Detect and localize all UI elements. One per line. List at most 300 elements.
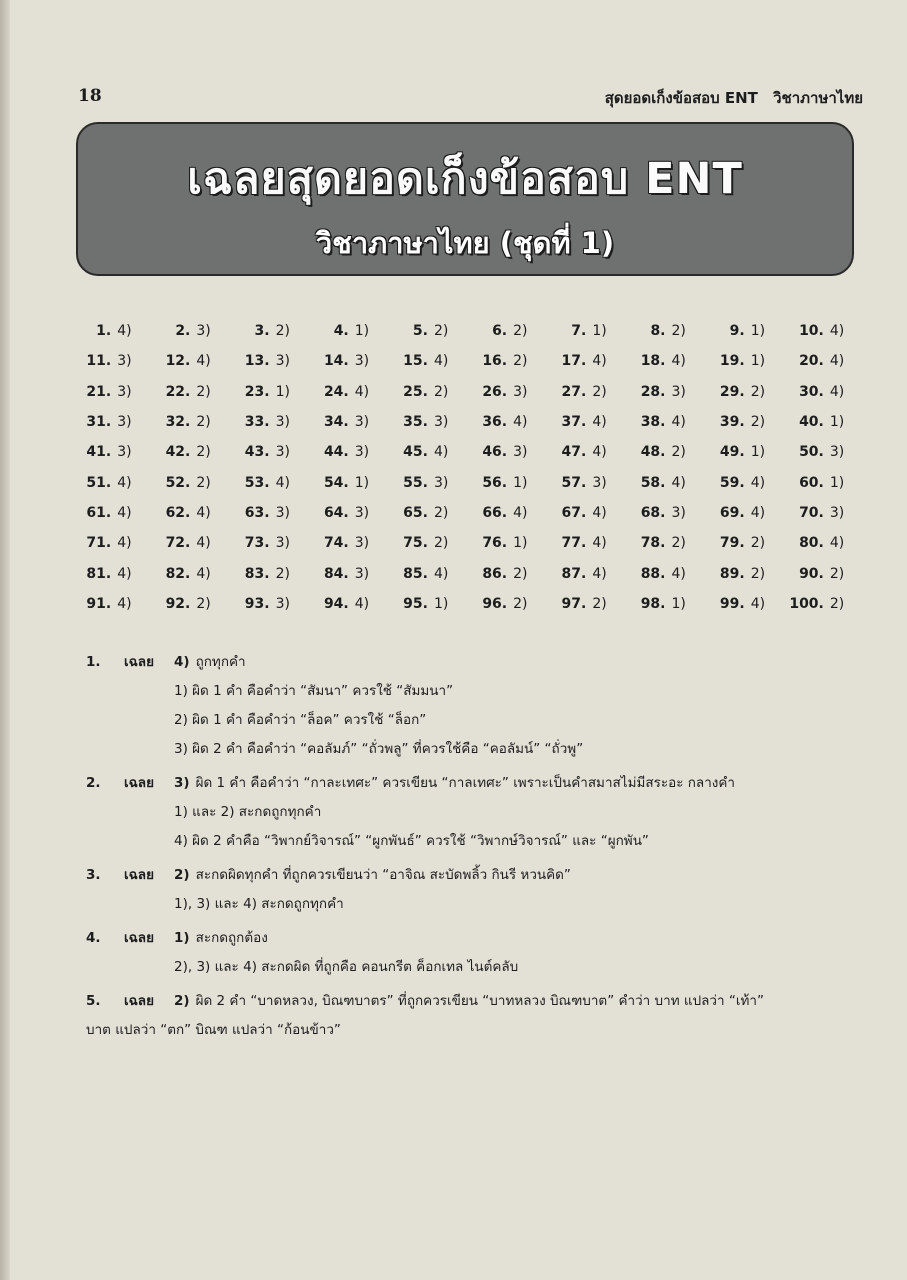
answer-cell — [704, 444, 783, 460]
answer-choice: 3) — [275, 414, 290, 431]
explanation-head — [86, 924, 856, 953]
book-title: สุดยอดเก็งข้อสอบ ENT — [604, 89, 758, 107]
explanation-entry — [86, 648, 856, 764]
answer-choice: 3) — [275, 504, 290, 521]
answer-cell — [228, 596, 307, 612]
answer-cell — [783, 535, 862, 551]
answer-cell — [545, 596, 624, 612]
answer-choice: 2) — [513, 595, 528, 612]
question-number: 40. — [799, 414, 824, 431]
answer-cell — [149, 505, 228, 521]
answer-choice: 4) — [671, 414, 686, 431]
explanation-entry — [86, 924, 856, 982]
answer-cell — [466, 596, 545, 612]
question-number: 86. — [482, 565, 508, 582]
page-number: 18 — [78, 86, 102, 106]
answer-choice: 4) — [117, 535, 132, 552]
answer-choice: 1) — [513, 474, 528, 491]
answer-choice: 2) — [433, 504, 449, 521]
answer-choice: 2) — [829, 565, 845, 582]
question-number: 94. — [323, 595, 349, 612]
question-number: 49. — [719, 444, 745, 461]
question-number: 7. — [571, 323, 587, 340]
answer-choice: 4) — [196, 353, 211, 370]
answer-choice: 2) — [592, 595, 607, 612]
explanation-number: 1. — [86, 654, 101, 670]
answer-choice: 2) — [671, 535, 686, 552]
answer-cell — [466, 444, 545, 460]
answer-choice: 2) — [196, 414, 211, 431]
answer-cell — [70, 444, 149, 460]
question-number: 62. — [165, 504, 191, 521]
question-number: 34. — [323, 414, 349, 431]
answer-cell — [308, 414, 387, 430]
answer-cell — [70, 596, 149, 612]
answer-cell — [228, 535, 307, 551]
answer-choice: 4) — [592, 504, 607, 521]
answer-cell — [70, 353, 149, 369]
answer-cell — [704, 353, 783, 369]
answer-choice: 3) — [275, 444, 290, 461]
answer-choice: 3) — [513, 383, 528, 400]
answer-choice: 2) — [196, 474, 211, 491]
answer-cell — [545, 414, 624, 430]
question-number: 25. — [403, 383, 428, 400]
answer-cell — [387, 353, 466, 369]
answer-cell — [466, 535, 545, 551]
answer-choice: 4) — [354, 595, 370, 612]
answer-choice: 4) — [513, 504, 528, 521]
explanation-number: 4. — [86, 930, 101, 946]
question-number: 19. — [719, 353, 745, 370]
answer-choice: 3) — [671, 504, 686, 521]
answer-cell — [70, 505, 149, 521]
answer-choice: 2) — [750, 383, 766, 400]
answer-choice: 3) — [275, 535, 290, 552]
answer-choice: 3) — [354, 414, 370, 431]
question-number: 57. — [561, 474, 587, 491]
answer-choice: 1) — [829, 414, 845, 431]
explanation-subline: 1) ผิด 1 คำ คือคำว่า “สัมนา” ควรใช้ “สัมมนา” — [174, 683, 454, 699]
question-number: 14. — [323, 353, 349, 370]
question-number: 69. — [719, 504, 745, 521]
answer-choice: 4) — [513, 414, 528, 431]
answer-cell — [228, 323, 307, 339]
answer-cell — [783, 566, 862, 582]
answer-choice: 4) — [117, 474, 132, 491]
answer-cell — [387, 596, 466, 612]
answer-choice: 2) — [433, 323, 449, 340]
question-number: 3. — [254, 323, 270, 340]
answer-cell — [387, 566, 466, 582]
question-number: 52. — [165, 474, 191, 491]
question-number: 44. — [323, 444, 349, 461]
question-number: 99. — [719, 595, 745, 612]
question-number: 24. — [323, 383, 349, 400]
answer-cell — [783, 384, 862, 400]
title-sub: วิชาภาษาไทย (ชุดที่ 1) — [315, 226, 615, 260]
answer-cell — [308, 384, 387, 400]
answer-choice: 4) — [117, 323, 132, 340]
question-number: 27. — [561, 383, 587, 400]
answer-cell — [783, 596, 862, 612]
answer-cell — [149, 323, 228, 339]
answer-label: เฉลย — [124, 930, 154, 946]
question-number: 58. — [640, 474, 666, 491]
question-number: 36. — [482, 414, 508, 431]
answer-choice: 3) — [829, 504, 845, 521]
answer-cell — [466, 414, 545, 430]
question-number: 50. — [799, 444, 824, 461]
question-number: 13. — [244, 353, 270, 370]
answer-cell — [466, 353, 545, 369]
answer-cell — [624, 566, 703, 582]
explanation-subline: 3) ผิด 2 คำ คือคำว่า “คอลัมภ์” “ถั่วพลู” ที่ควรใช้คือ “คอลัมน์” “ถั่วพู” — [174, 741, 584, 757]
question-number: 95. — [403, 595, 428, 612]
question-number: 72. — [165, 535, 191, 552]
answer-cell — [149, 444, 228, 460]
question-number: 42. — [165, 444, 191, 461]
answer-choice: 3) — [829, 444, 845, 461]
question-number: 75. — [403, 535, 428, 552]
question-number: 47. — [561, 444, 587, 461]
answer-choice: 3) — [671, 383, 686, 400]
answer-cell — [704, 475, 783, 491]
explanation-entry — [86, 861, 856, 919]
explanation-text: ผิด 2 คำ “บาดหลวง, บิณฑบาตร” ที่ถูกควรเขียน “บาทหลวง บิณฑบาต” คำว่า บาท แปลว่า “เท้า” — [195, 993, 764, 1009]
answer-choice: 3) — [275, 353, 290, 370]
answer-cell — [624, 384, 703, 400]
explanation-head — [86, 648, 856, 677]
answer-choice: 4) — [592, 444, 607, 461]
answer-row — [70, 467, 862, 497]
answer-choice: 4) — [117, 565, 132, 582]
answer-cell — [149, 475, 228, 491]
question-number: 65. — [403, 504, 428, 521]
answer-cell — [228, 414, 307, 430]
question-number: 64. — [323, 504, 349, 521]
answer-row — [70, 437, 862, 467]
question-number: 100. — [789, 595, 824, 612]
answer-choice: 1) — [750, 323, 766, 340]
answer-choice: 4) — [117, 504, 132, 521]
answer-cell — [624, 535, 703, 551]
answer-choice: 3) — [354, 444, 370, 461]
answer-choice: 2) — [433, 535, 449, 552]
question-number: 38. — [640, 414, 666, 431]
answer-cell — [70, 566, 149, 582]
question-number: 4. — [333, 323, 349, 340]
question-number: 16. — [482, 353, 508, 370]
answer-choice: 2) — [196, 595, 211, 612]
explanation-subline: 2) ผิด 1 คำ คือคำว่า “ล็อค” ควรใช้ “ล็อก” — [174, 712, 427, 728]
answer-choice: 2) — [275, 323, 290, 340]
question-number: 17. — [561, 353, 587, 370]
question-number: 28. — [640, 383, 666, 400]
answer-choice: 2) — [513, 323, 528, 340]
explanation-entry — [86, 987, 856, 1045]
answer-choice: 1) — [592, 323, 607, 340]
explanation-number: 2. — [86, 775, 101, 791]
question-number: 88. — [640, 565, 666, 582]
answer-label: เฉลย — [124, 867, 154, 883]
question-number: 53. — [244, 474, 270, 491]
question-number: 43. — [244, 444, 270, 461]
answer-choice: 2) — [750, 565, 766, 582]
answer-choice: 4) — [592, 535, 607, 552]
answer-label: เฉลย — [124, 775, 154, 791]
answer-choice: 4) — [354, 383, 370, 400]
question-number: 8. — [650, 323, 666, 340]
question-number: 70. — [799, 504, 824, 521]
question-number: 32. — [165, 414, 191, 431]
question-number: 81. — [86, 565, 112, 582]
answer-choice: 1) — [829, 474, 845, 491]
answer-cell — [704, 596, 783, 612]
explanation-continuation: บาต แปลว่า “ตก” บิณฑ แปลว่า “ก้อนข้าว” — [86, 1022, 341, 1038]
question-number: 23. — [244, 383, 270, 400]
answer-cell — [466, 475, 545, 491]
answer-choice: 3) — [513, 444, 528, 461]
answer-row — [70, 589, 862, 619]
explanation-subline: 1), 3) และ 4) สะกดถูกทุกคำ — [174, 896, 344, 912]
answer-choice: 2) — [513, 353, 528, 370]
title-banner — [76, 122, 854, 276]
answer-cell — [466, 323, 545, 339]
answer-cell — [624, 414, 703, 430]
explanation-number: 3. — [86, 867, 101, 883]
answer-cell — [624, 505, 703, 521]
answer-cell — [149, 384, 228, 400]
answer-cell — [387, 323, 466, 339]
question-number: 35. — [403, 414, 428, 431]
answer-choice: 4) — [750, 504, 766, 521]
explanation-subline: 2), 3) และ 4) สะกดผิด ที่ถูกคือ คอนกรีต ค็อกเทล ไนต์คลับ — [174, 959, 519, 975]
answer-choice: 2) — [750, 414, 766, 431]
answer-cell — [545, 505, 624, 521]
answer-cell — [228, 475, 307, 491]
answer-cell — [70, 475, 149, 491]
explanation-head — [86, 769, 856, 798]
question-number: 91. — [86, 595, 112, 612]
explanation-head — [86, 987, 856, 1016]
answer-cell — [308, 323, 387, 339]
answer-cell — [624, 353, 703, 369]
question-number: 30. — [799, 383, 824, 400]
question-number: 96. — [482, 595, 508, 612]
question-number: 48. — [640, 444, 666, 461]
answer-row — [70, 407, 862, 437]
answer-choice: 3) — [117, 383, 132, 400]
answer-cell — [228, 353, 307, 369]
answer-cell — [704, 535, 783, 551]
title-main: เฉลยสุดยอดเก็งข้อสอบ ENT — [187, 154, 743, 204]
answer-label: เฉลย — [124, 993, 154, 1009]
question-number: 29. — [719, 383, 745, 400]
question-number: 9. — [729, 323, 745, 340]
answer-key-grid — [70, 316, 862, 619]
answer-choice: 4) — [592, 565, 607, 582]
question-number: 37. — [561, 414, 587, 431]
answer-choice: 2) — [196, 383, 211, 400]
answer-choice: 4) — [592, 353, 607, 370]
answer-cell — [387, 505, 466, 521]
answer-choice: 2) — [513, 565, 528, 582]
answer-choice: 1) — [750, 353, 766, 370]
question-number: 46. — [482, 444, 508, 461]
question-number: 97. — [561, 595, 587, 612]
answer-choice: 4) — [117, 595, 132, 612]
question-number: 92. — [165, 595, 191, 612]
answer-cell — [387, 384, 466, 400]
question-number: 21. — [86, 383, 112, 400]
answer-cell — [704, 505, 783, 521]
answer-cell — [466, 505, 545, 521]
question-number: 2. — [175, 323, 191, 340]
answer-choice: 4) — [671, 353, 686, 370]
answer-choice: 4) — [829, 535, 845, 552]
answer-cell — [624, 596, 703, 612]
explanation-subline: 4) ผิด 2 คำคือ “วิพากย์วิจารณ์” “ผูกพันธ์” ควรใช้ “วิพากษ์วิจารณ์” และ “ผูกพัน” — [174, 833, 649, 849]
answer-choice: 4) — [671, 565, 686, 582]
explanation-number: 5. — [86, 993, 101, 1009]
answer-cell — [149, 414, 228, 430]
answer-choice: 4) — [433, 565, 449, 582]
answer-cell — [308, 353, 387, 369]
answer-cell — [387, 414, 466, 430]
answer-choice: 4) — [275, 474, 290, 491]
answer-choice: 3) — [196, 323, 211, 340]
answer-choice: 4) — [433, 353, 449, 370]
correct-choice: 1) — [174, 930, 190, 946]
answer-cell — [70, 535, 149, 551]
answer-choice: 4) — [196, 504, 211, 521]
answer-row — [70, 528, 862, 558]
correct-choice: 2) — [174, 993, 190, 1009]
answer-choice: 4) — [829, 353, 845, 370]
answer-cell — [624, 475, 703, 491]
question-number: 20. — [799, 353, 824, 370]
subject-label: วิชาภาษาไทย — [773, 89, 863, 107]
explanation-text: สะกดผิดทุกคำ ที่ถูกควรเขียนว่า “อาจิณ สะบัดพลิ้ว กินรี หวนคิด” — [195, 867, 571, 883]
answer-cell — [228, 444, 307, 460]
answer-cell — [387, 475, 466, 491]
answer-choice: 4) — [829, 383, 845, 400]
answer-choice: 3) — [354, 565, 370, 582]
answer-row — [70, 316, 862, 346]
answer-cell — [308, 444, 387, 460]
answer-cell — [228, 505, 307, 521]
question-number: 98. — [640, 595, 666, 612]
page-edge-shadow — [0, 0, 10, 1280]
answer-cell — [466, 566, 545, 582]
answer-cell — [70, 384, 149, 400]
answer-cell — [704, 323, 783, 339]
answer-choice: 4) — [671, 474, 686, 491]
answer-cell — [308, 505, 387, 521]
question-number: 31. — [86, 414, 112, 431]
question-number: 55. — [403, 474, 428, 491]
answer-choice: 4) — [433, 444, 449, 461]
answer-cell — [783, 505, 862, 521]
question-number: 67. — [561, 504, 587, 521]
answer-row — [70, 346, 862, 376]
question-number: 18. — [640, 353, 666, 370]
answer-cell — [545, 535, 624, 551]
answer-choice: 2) — [196, 444, 211, 461]
answer-choice: 3) — [354, 535, 370, 552]
answer-cell — [783, 353, 862, 369]
explanation-text: ถูกทุกคำ — [195, 654, 246, 670]
correct-choice: 3) — [174, 775, 190, 791]
question-number: 63. — [244, 504, 270, 521]
answer-choice: 2) — [829, 595, 845, 612]
answer-choice: 2) — [433, 383, 449, 400]
question-number: 73. — [244, 535, 270, 552]
explanation-entry — [86, 769, 856, 856]
answer-cell — [545, 444, 624, 460]
answer-cell — [70, 414, 149, 430]
answer-cell — [545, 566, 624, 582]
answer-choice: 3) — [354, 504, 370, 521]
answer-cell — [624, 444, 703, 460]
answer-cell — [704, 414, 783, 430]
question-number: 84. — [323, 565, 349, 582]
answer-choice: 3) — [117, 444, 132, 461]
question-number: 10. — [799, 323, 824, 340]
question-number: 76. — [482, 535, 508, 552]
answer-cell — [149, 353, 228, 369]
answer-choice: 3) — [117, 414, 132, 431]
answer-choice: 4) — [196, 565, 211, 582]
explanation-subline: 1) และ 2) สะกดถูกทุกคำ — [174, 804, 322, 820]
answer-cell — [308, 475, 387, 491]
answer-cell — [149, 566, 228, 582]
answer-choice: 3) — [117, 353, 132, 370]
answer-choice: 4) — [829, 323, 845, 340]
answer-cell — [308, 535, 387, 551]
answer-cell — [466, 384, 545, 400]
answer-cell — [783, 414, 862, 430]
answer-choice: 2) — [750, 535, 766, 552]
answer-cell — [704, 384, 783, 400]
answer-cell — [624, 323, 703, 339]
answer-choice: 4) — [592, 414, 607, 431]
answer-label: เฉลย — [124, 654, 154, 670]
answer-choice: 4) — [750, 474, 766, 491]
answer-choice: 3) — [592, 474, 607, 491]
answer-choice: 2) — [671, 323, 686, 340]
answer-cell — [228, 566, 307, 582]
answer-choice: 4) — [196, 535, 211, 552]
question-number: 33. — [244, 414, 270, 431]
answer-choice: 1) — [671, 595, 686, 612]
answer-cell — [228, 384, 307, 400]
answer-cell — [545, 353, 624, 369]
answer-choice: 1) — [750, 444, 766, 461]
question-number: 51. — [86, 474, 112, 491]
question-number: 90. — [799, 565, 824, 582]
question-number: 80. — [799, 535, 824, 552]
answer-choice: 2) — [592, 383, 607, 400]
question-number: 6. — [492, 323, 508, 340]
question-number: 83. — [244, 565, 270, 582]
answer-cell — [149, 596, 228, 612]
answer-cell — [783, 323, 862, 339]
question-number: 54. — [323, 474, 349, 491]
answer-cell — [545, 323, 624, 339]
answer-row — [70, 377, 862, 407]
